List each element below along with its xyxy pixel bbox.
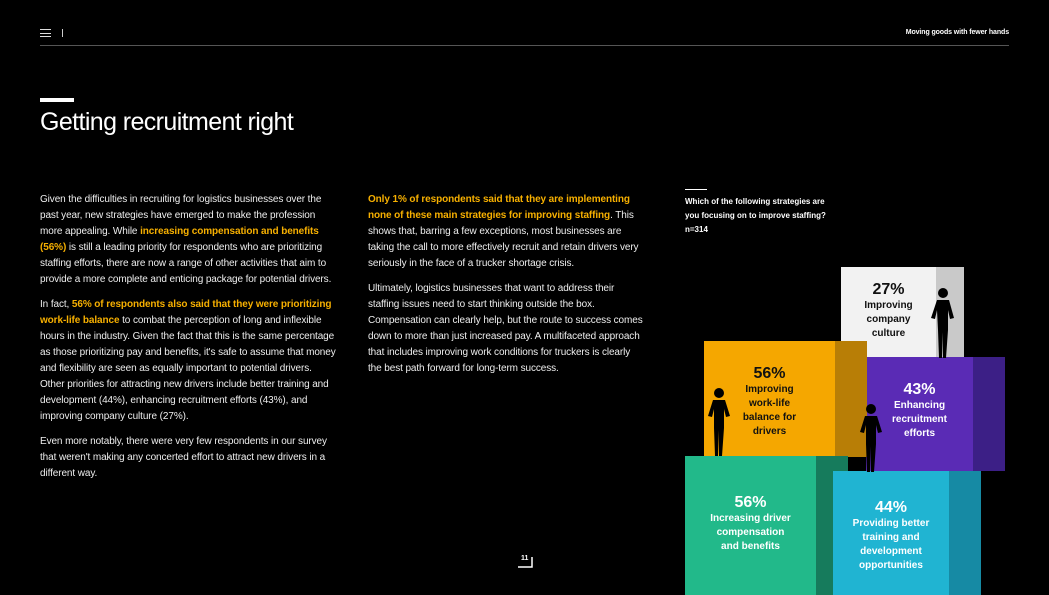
bar-category-line: Improving bbox=[864, 300, 913, 311]
text: . This shows that, barring a few exceptions, most businesses are taking the call to more effectively recruit and retain drivers very seriously in the face of a trucker shortage crisis. bbox=[368, 210, 639, 269]
bar-recruitment-efforts bbox=[866, 357, 1005, 471]
bar-category-line: development bbox=[860, 546, 922, 557]
page-number-label: 11 bbox=[521, 555, 529, 562]
bar-category-line: drivers bbox=[752, 426, 787, 437]
text: is still a leading priority for respondents who are prioritizing staffing efforts, there are now a range of other activities that aim to provide a more complete and enticing package for potential drivers. bbox=[40, 242, 332, 285]
menu-icon[interactable] bbox=[40, 29, 51, 37]
person-silhouette-icon bbox=[857, 402, 885, 472]
highlight-text: Only 1% of respondents said that they are implementing none of these main strategies for improving staffing bbox=[368, 194, 630, 221]
bar-category-line: training and bbox=[862, 532, 920, 543]
bar-category-line: balance for bbox=[742, 412, 797, 423]
bar-face bbox=[685, 456, 816, 595]
bar-category-line: work-life bbox=[748, 398, 791, 409]
title-accent-bar bbox=[40, 98, 74, 102]
bar-side bbox=[973, 357, 1005, 471]
text: Given the difficulties in recruiting for logistics businesses over the past year, new strategies have emerged to make the profession more appealing. While bbox=[40, 194, 322, 237]
bar-training-development bbox=[833, 471, 981, 595]
paragraph bbox=[40, 297, 338, 425]
bar-category-line: opportunities bbox=[859, 560, 923, 571]
bar-category-line: Enhancing bbox=[893, 400, 946, 411]
page-number bbox=[518, 555, 534, 569]
report-title: Moving goods with fewer hands bbox=[905, 29, 1009, 36]
paragraph bbox=[368, 192, 644, 272]
bar-category-line: efforts bbox=[903, 428, 936, 439]
bar-category-line: company bbox=[866, 314, 911, 325]
bar-value-label: 43% bbox=[903, 381, 936, 398]
bar-driver-compensation bbox=[685, 456, 848, 595]
bar-category-line: Improving bbox=[745, 384, 794, 395]
paragraph: Even more notably, there were very few respondents in our survey that weren't making any concerted effort to attract new drivers in a different way. bbox=[40, 436, 327, 479]
person-silhouette-icon bbox=[928, 286, 958, 358]
divider bbox=[62, 29, 63, 37]
paragraph bbox=[40, 192, 338, 288]
bar-category-line: and benefits bbox=[721, 541, 780, 552]
person-silhouette-icon bbox=[705, 386, 733, 456]
text: to combat the perception of long and inflexible hours in the industry. Given the fact that this is the same percentage as those prioritizing pay and benefits, it's safe to assume that money and flexibility are seen as equally important to potential drivers. Other priorities for attracting new drivers include better training and development (44%), enhancing recruitment efforts (43%), and improving company culture (27%). bbox=[40, 315, 336, 422]
body-column-2 bbox=[368, 192, 644, 386]
bar-value-label: 56% bbox=[753, 365, 786, 382]
page-title: Getting recruitment right bbox=[40, 108, 294, 136]
bar-face bbox=[833, 471, 949, 595]
bar-category-line: culture bbox=[871, 328, 906, 339]
bar-category-line: Providing better bbox=[852, 518, 930, 529]
text: In fact, bbox=[40, 299, 72, 310]
highlight-text: increasing compensation and benefits (56%) bbox=[40, 226, 319, 253]
bar-value-label: 56% bbox=[734, 494, 767, 511]
top-bar bbox=[40, 26, 1009, 46]
paragraph: Ultimately, logistics businesses that want to address their staffing issues need to start thinking outside the box. Compensation can clearly help, but the route to success comes down to more than just increased pay. A multifaceted approach that includes improving work conditions for truckers is clearly the best path forward for long-term success. bbox=[368, 283, 643, 374]
bar-value-label: 27% bbox=[872, 281, 905, 298]
chart-title: Which of the following strategies are you focusing on to improve staffing? n=314 bbox=[685, 197, 826, 234]
bar-category-line: compensation bbox=[716, 527, 785, 538]
bar-value-label: 44% bbox=[874, 499, 908, 516]
body-column-1 bbox=[40, 192, 338, 491]
chart-accent-rule bbox=[685, 189, 707, 190]
bar-category-line: Increasing driver bbox=[710, 513, 791, 524]
bar-category-line: recruitment bbox=[891, 414, 947, 425]
bar-side bbox=[949, 471, 981, 595]
highlight-text: 56% of respondents also said that they were prioritizing work-life balance bbox=[40, 299, 332, 326]
